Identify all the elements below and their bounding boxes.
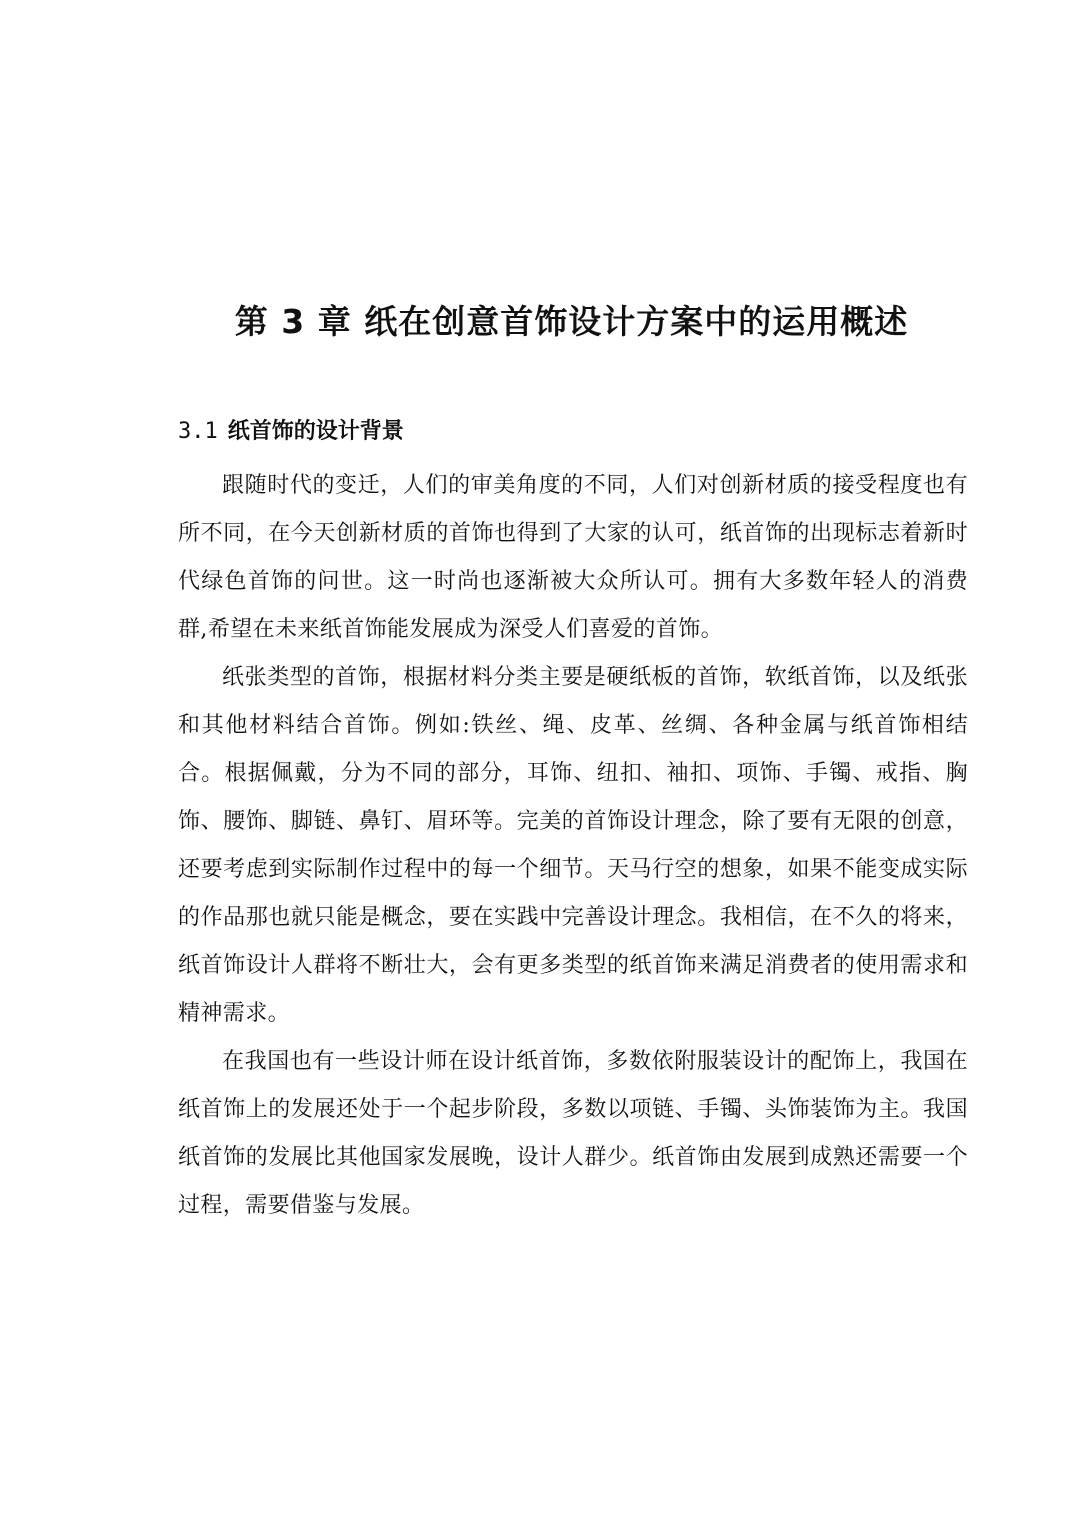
body-text xyxy=(178,462,968,1230)
section-title: 纸首饰的设计背景 xyxy=(227,419,404,444)
paragraph: 在我国也有一些设计师在设计纸首饰，多数依附服装设计的配饰上，我国在纸首饰上的发展还处于一个起步阶段，多数以项链、手镯、头饰装饰为主。我国纸首饰的发展比其他国家发展晚，设计人群少。纸首饰由发展到成熟还需要一个过程，需要借鉴与发展。 xyxy=(178,1049,968,1218)
section-heading xyxy=(178,412,404,452)
paragraph: 跟随时代的变迁，人们的审美角度的不同，人们对创新材质的接受程度也有所不同，在今天创新材质的首饰也得到了大家的认可，纸首饰的出现标志着新时代绿色首饰的问世。这一时尚也逐渐被大众所认可。拥有大多数年轻人的消费群,希望在未来纸首饰能发展成为深受人们喜爱的首饰。 xyxy=(178,473,968,642)
section-number: 3.1 xyxy=(178,419,218,444)
paragraph: 纸张类型的首饰，根据材料分类主要是硬纸板的首饰，软纸首饰，以及纸张和其他材料结合首饰。例如:铁丝、绳、皮革、丝绸、各种金属与纸首饰相结合。根据佩戴，分为不同的部分，耳饰、纽扣、袖扣、项饰、手镯、戒指、胸饰、腰饰、脚链、鼻钉、眉环等。完美的首饰设计理念，除了要有无限的创意，还要考虑到实际制作过程中的每一个细节。天马行空的想象，如果不能变成实际的作品那也就只能是概念，要在实践中完善设计理念。我相信，在不久的将来，纸首饰设计人群将不断壮大，会有更多类型的纸首饰来满足消费者的使用需求和精神需求。 xyxy=(178,665,968,1026)
chapter-title: 第 3 章 纸在创意首饰设计方案中的运用概述 xyxy=(234,302,909,342)
